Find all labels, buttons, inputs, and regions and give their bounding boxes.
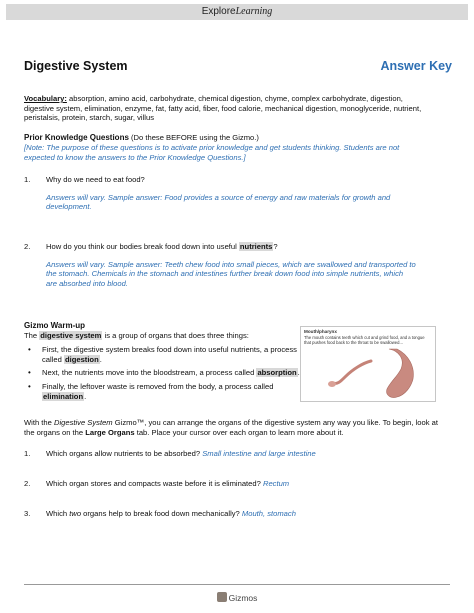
gizmo-question-1 — [24, 449, 452, 459]
warmup-list — [28, 345, 304, 402]
warmup-intro — [24, 331, 304, 341]
bullet-icon: • — [28, 382, 31, 392]
gizmo-intro-paragraph — [24, 418, 444, 437]
bullet-icon: • — [28, 368, 31, 378]
large-organs-tab-ref: Large Organs — [85, 427, 135, 437]
title-row — [24, 58, 452, 74]
highlighted-term: absorption — [257, 368, 297, 378]
emphasis: two — [69, 508, 82, 518]
prior-knowledge-heading: Prior Knowledge Questions — [24, 133, 129, 143]
inline-answer: Mouth, stomach — [241, 508, 296, 518]
vocabulary — [24, 94, 424, 123]
list-item-text — [42, 345, 304, 364]
footer-logo — [0, 592, 474, 604]
highlighted-term: digestion — [64, 354, 99, 364]
list-item — [28, 382, 304, 401]
warmup-intro-part: is a group of organs that does three things: — [102, 331, 249, 341]
footer-brand: Gizmos — [228, 593, 258, 603]
vocabulary-words: absorption, amino acid, carbohydrate, chemical digestion, chyme, complex carbohydrate, digestion, digestive system, elimination, enzyme, fat, fatty acid, fiber, food calorie, mechanical digestion, monoglyceride, nutrient, peristalsis, protein, starch, sugar, villus — [24, 94, 422, 123]
gizmo-name: Digestive System — [53, 417, 113, 427]
gizmo-warmup-section — [24, 321, 304, 402]
page-content — [24, 58, 452, 519]
pk-question-2 — [24, 242, 452, 252]
question-text-part: Which organs allow nutrients to be absorbed? — [46, 449, 201, 459]
list-item-part: Finally, the leftover waste is removed from the body, a process called — [42, 382, 274, 392]
warmup-intro-part: The — [24, 331, 40, 341]
list-item-text — [42, 368, 304, 378]
highlighted-term: digestive system — [40, 331, 102, 341]
page-title: Digestive System — [24, 59, 128, 73]
question-text-part: ? — [273, 241, 278, 251]
intro-part: Gizmo™, you can arrange the organs of the digestive system any way you like. To begin, look at the organs on the — [24, 417, 438, 437]
list-item-text — [42, 382, 304, 401]
header-band — [6, 4, 468, 20]
question-text — [46, 479, 452, 489]
intro-part: tab. Place your cursor over each organ to learn more about it. — [134, 427, 344, 437]
gizmo-question-2 — [24, 479, 452, 489]
question-number: 1. — [24, 449, 31, 459]
question-text-part: Which organ stores and compacts waste before it is eliminated? — [46, 479, 261, 489]
list-item — [28, 368, 304, 378]
question-number: 3. — [24, 508, 31, 518]
list-item-part: . — [99, 354, 102, 364]
highlighted-term: elimination — [43, 392, 84, 402]
warmup-heading: Gizmo Warm-up — [24, 320, 86, 330]
pk-answer-2: Answers will vary. Sample answer: Teeth chew food into small pieces, which are swallowed and transported to the stomach. Chemicals in the stomach and intestines further break down food into simple nutrients, which are absorbed into blood. — [46, 259, 416, 289]
brand-suffix: Learning — [235, 6, 273, 17]
vocabulary-label: Vocabulary: — [24, 94, 67, 103]
question-number: 2. — [24, 479, 31, 489]
list-item-part: . — [84, 392, 87, 402]
gizmo-question-3 — [24, 509, 452, 519]
gizmos-logo-icon — [217, 592, 227, 602]
list-item-part: Next, the nutrients move into the bloodstream, a process called — [42, 368, 257, 378]
prior-knowledge-section — [24, 133, 452, 289]
pk-question-1 — [24, 175, 452, 185]
question-text-part: How do you think our bodies break food down into useful — [46, 241, 239, 251]
answer-key-label: Answer Key — [380, 59, 452, 73]
question-text — [46, 509, 452, 519]
gizmo-screenshot-image — [297, 326, 436, 402]
question-text-part: Which — [46, 508, 70, 518]
highlighted-term: nutrients — [239, 241, 273, 251]
footer-divider — [24, 584, 450, 585]
question-number: 1. — [24, 174, 31, 184]
pk-answer-1: Answers will vary. Sample answer: Food provides a source of energy and raw materials for growth and development. — [46, 192, 391, 212]
prior-knowledge-heading-suffix: (Do these BEFORE using the Gizmo.) — [128, 133, 259, 143]
question-text: Why do we need to eat food? — [46, 174, 145, 184]
bullet-icon: • — [28, 344, 31, 354]
question-text-part: organs help to break food down mechanically? — [81, 508, 240, 518]
question-text — [46, 449, 452, 459]
question-number: 2. — [24, 241, 31, 251]
digestive-organ-illustration — [301, 327, 437, 403]
inline-answer: Small intestine and large intestine — [202, 449, 316, 459]
image-title: Mouth/pharynx — [304, 329, 337, 334]
inline-answer: Rectum — [262, 479, 290, 489]
intro-part: With the — [24, 417, 54, 427]
list-item-part: . — [297, 368, 300, 378]
question-text — [46, 242, 452, 252]
brand-prefix: Explore — [201, 6, 236, 17]
list-item-part: First, the digestive system breaks food down into useful nutrients, a process called — [42, 344, 297, 364]
teacher-note: [Note: The purpose of these questions is to activate prior knowledge and get students thinking. Students are not expected to know the answers to the Prior Knowledge Questions.] — [24, 143, 400, 163]
image-description: The mouth contains teeth which cut and grind food, and a tongue that pushes food back to the throat to be swallowed... — [304, 335, 425, 346]
list-item — [28, 345, 304, 364]
